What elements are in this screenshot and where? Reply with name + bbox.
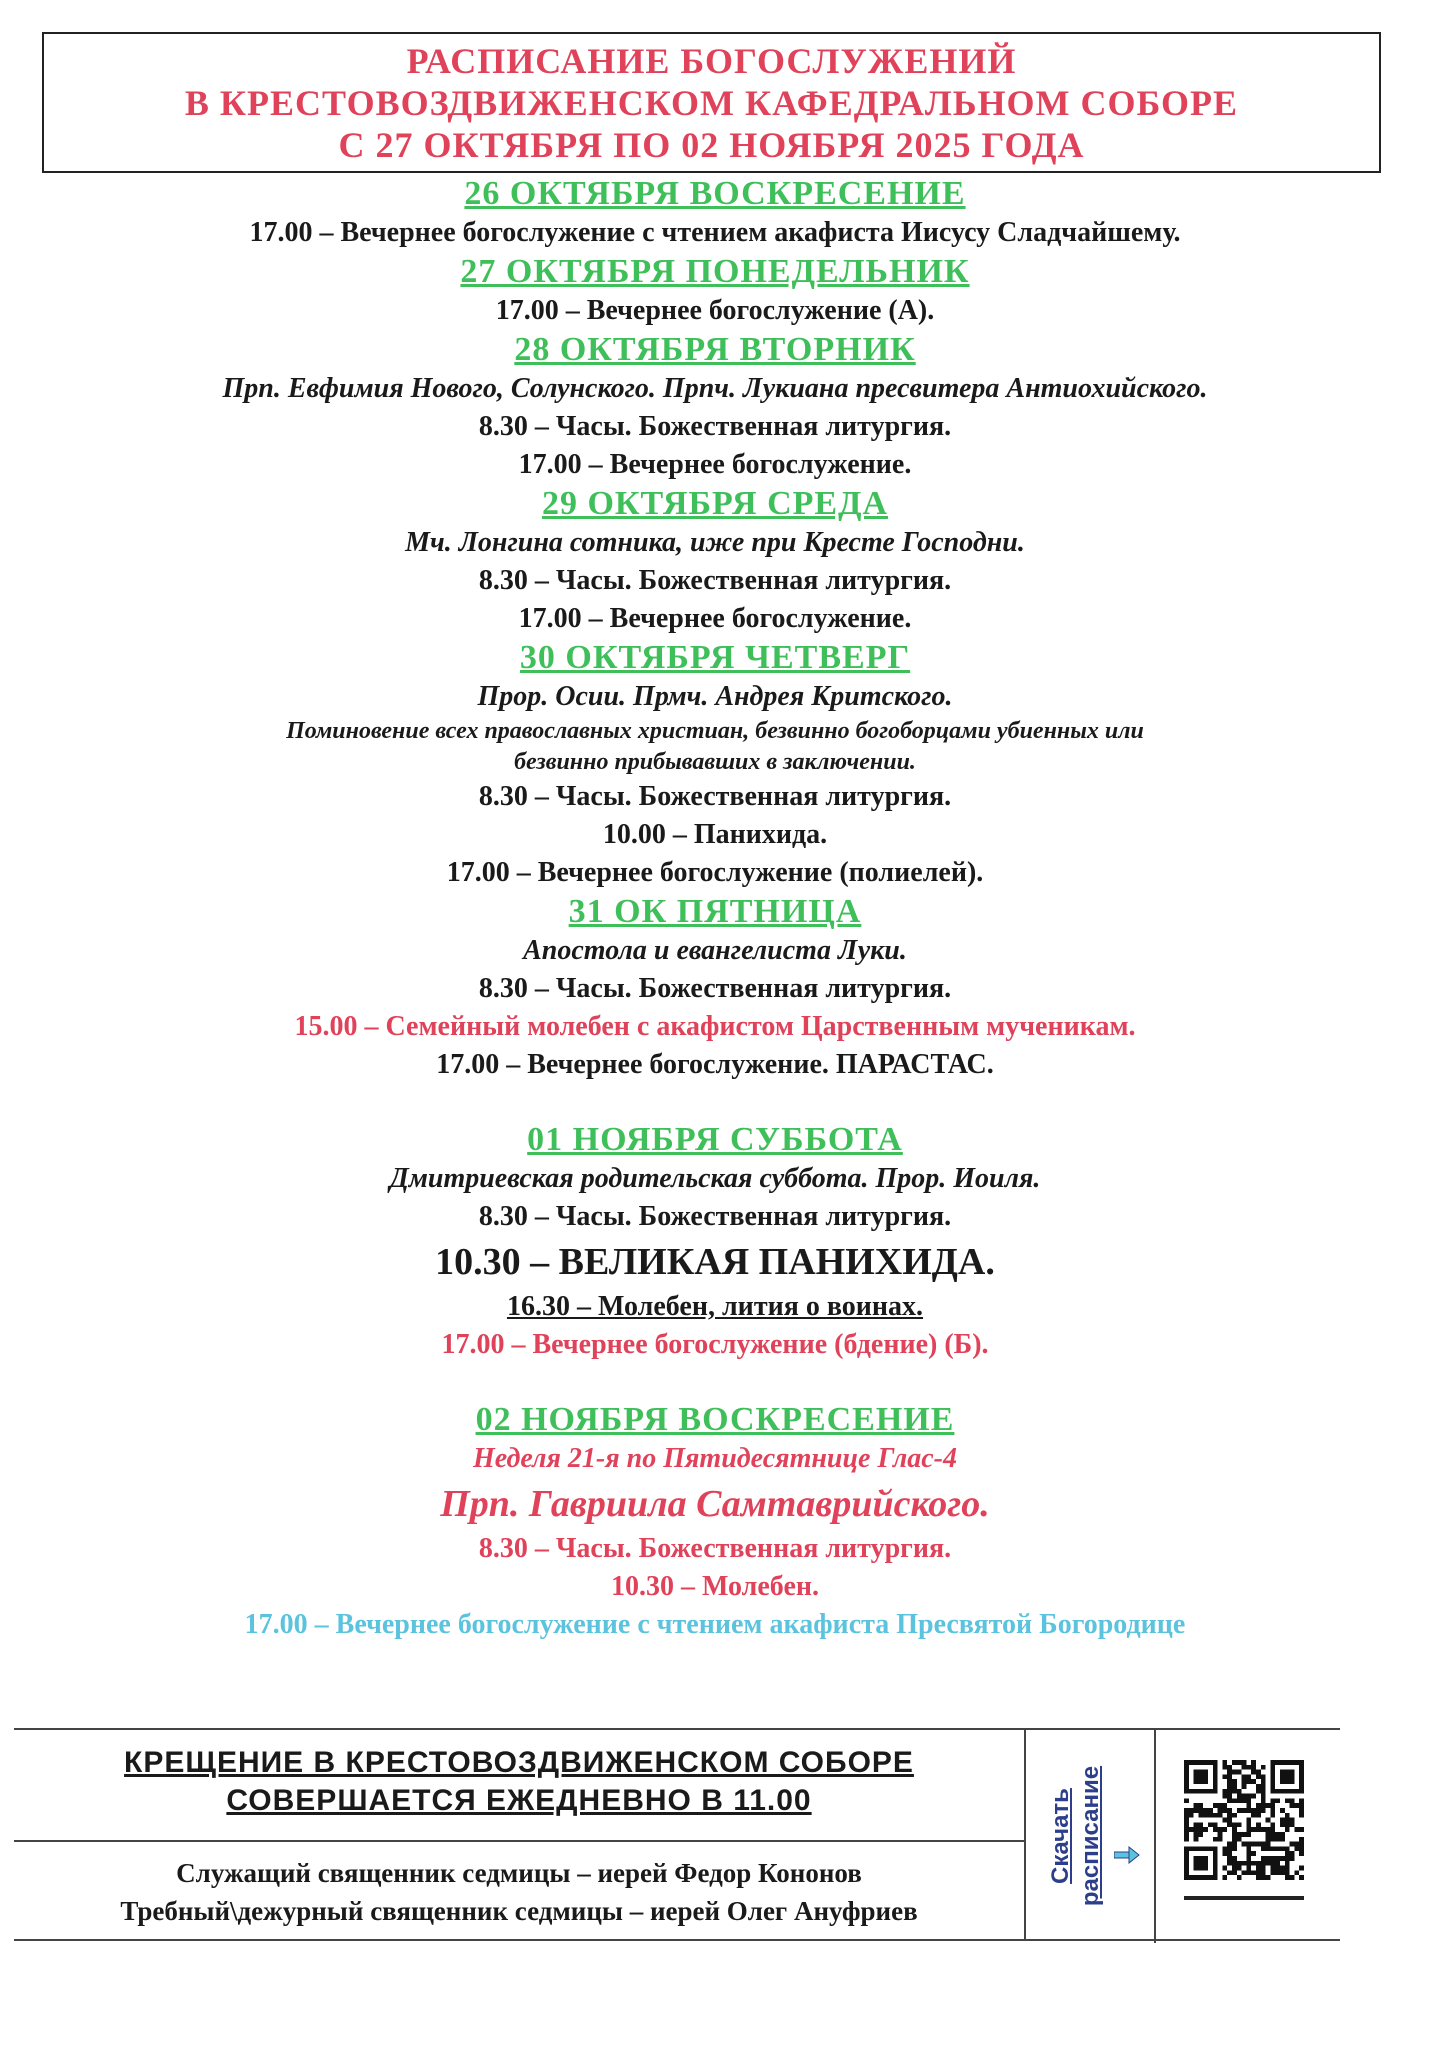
service-line: 17.00 – Вечернее богослужение (бдение) (Б). [441,1329,989,1360]
day-title: 02 НОЯБРЯ ВОСКРЕСЕНИЕ [475,1401,955,1438]
service-line: 8.30 – Часы. Божественная литургия. [478,973,952,1004]
service-line: 8.30 – Часы. Божественная литургия. [478,411,952,442]
service-line: 17.00 – Вечернее богослужение. [518,603,912,634]
service-line: 8.30 – Часы. Божественная литургия. [478,1201,952,1232]
service-line: Прп. Евфимия Нового, Солунского. Прпч. Лукиана пресвитера Антиохийского. [222,373,1208,404]
schedule-list [60,174,1370,1644]
service-line: Поминовение всех православных христиан, безвинно богоборцами убиенных или [286,718,1144,744]
priests-info [14,1842,1026,1941]
priest-of-week: Служащий священник седмицы – иерей Федор Кононов [176,1858,862,1888]
service-line: 8.30 – Часы. Божественная литургия. [478,565,952,596]
service-line: Неделя 21-я по Пятидесятнице Глас-4 [472,1443,958,1474]
service-line: 17.00 – Вечернее богослужение. [518,449,912,480]
service-line: 17.00 – Вечернее богослужение (А). [495,295,935,326]
baptism-line-1: КРЕЩЕНИЕ В КРЕСТОВОЗДВИЖЕНСКОМ СОБОРЕ [124,1746,914,1779]
service-line: 16.30 – Молебен, лития о воинах. [506,1291,924,1322]
section-gap [60,1084,1370,1120]
day-block [60,1120,1370,1364]
service-line: Апостола и евангелиста Луки. [523,935,907,966]
qr-area [1156,1730,1340,1943]
service-line: Мч. Лонгина сотника, иже при Кресте Господни. [405,527,1025,558]
section-gap [60,1364,1370,1400]
download-label[interactable] [1046,1736,1106,1936]
service-line: 17.00 – Вечернее богослужение с чтением акафиста Иисусу Сладчайшему. [249,217,1181,248]
day-block [60,484,1370,638]
service-line: Дмитриевская родительская суббота. Прор. Иоиля. [389,1163,1041,1194]
download-label-line-2: расписание [1077,1765,1104,1907]
service-line: Прп. Гавриила Самтаврийского. [440,1483,990,1525]
day-block [60,1400,1370,1644]
service-line: 17.00 – Вечернее богослужение. ПАРАСТАС. [436,1049,994,1080]
day-title: 30 ОКТЯБРЯ ЧЕТВЕРГ [519,639,911,676]
service-line: Прор. Осии. Прмч. Андрея Критского. [477,681,953,712]
day-block [60,174,1370,252]
duty-priest: Требный\дежурный священник седмицы – иерей Олег Ануфриев [120,1896,918,1926]
qr-code-icon[interactable] [1184,1760,1304,1880]
day-block [60,892,1370,1084]
day-title: 01 НОЯБРЯ СУББОТА [527,1121,903,1158]
download-schedule-link[interactable] [1026,1730,1156,1943]
schedule-header [42,32,1381,173]
arrow-right-icon [1114,1846,1140,1864]
baptism-notice [14,1730,1026,1842]
service-line: 17.00 – Вечернее богослужение с чтением акафиста Пресвятой Богородице [244,1609,1186,1640]
download-label-line-1: Скачать [1047,1788,1074,1884]
header-line-2: В КРЕСТОВОЗДВИЖЕНСКОМ КАФЕДРАЛЬНОМ СОБОРЕ [184,83,1239,123]
day-title: 27 ОКТЯБРЯ ПОНЕДЕЛЬНИК [460,253,970,290]
service-line: 10.00 – Панихида. [602,819,828,850]
day-title: 31 ОК ПЯТНИЦА [568,893,862,930]
day-block [60,638,1370,892]
day-block [60,330,1370,484]
service-line: 10.30 – ВЕЛИКАЯ ПАНИХИДА. [435,1241,995,1283]
service-line: 10.30 – Молебен. [610,1571,820,1602]
baptism-line-2: СОВЕРШАЕТСЯ ЕЖЕДНЕВНО В 11.00 [226,1784,812,1817]
day-title: 29 ОКТЯБРЯ СРЕДА [541,485,889,522]
header-line-1: РАСПИСАНИЕ БОГОСЛУЖЕНИЙ [406,41,1017,81]
day-title: 26 ОКТЯБРЯ ВОСКРЕСЕНИЕ [464,175,966,212]
day-title: 28 ОКТЯБРЯ ВТОРНИК [514,331,916,368]
service-line: 15.00 – Семейный молебен с акафистом Царственным мученикам. [294,1011,1136,1042]
qr-underline [1184,1896,1304,1900]
footer [14,1728,1340,1941]
header-line-3: С 27 ОКТЯБРЯ ПО 02 НОЯБРЯ 2025 ГОДА [338,125,1085,165]
service-line: 8.30 – Часы. Божественная литургия. [478,781,952,812]
service-line: 8.30 – Часы. Божественная литургия. [478,1533,952,1564]
service-line: безвинно прибывавших в заключении. [514,749,916,775]
day-block [60,252,1370,330]
service-line: 17.00 – Вечернее богослужение (полиелей). [446,857,984,888]
